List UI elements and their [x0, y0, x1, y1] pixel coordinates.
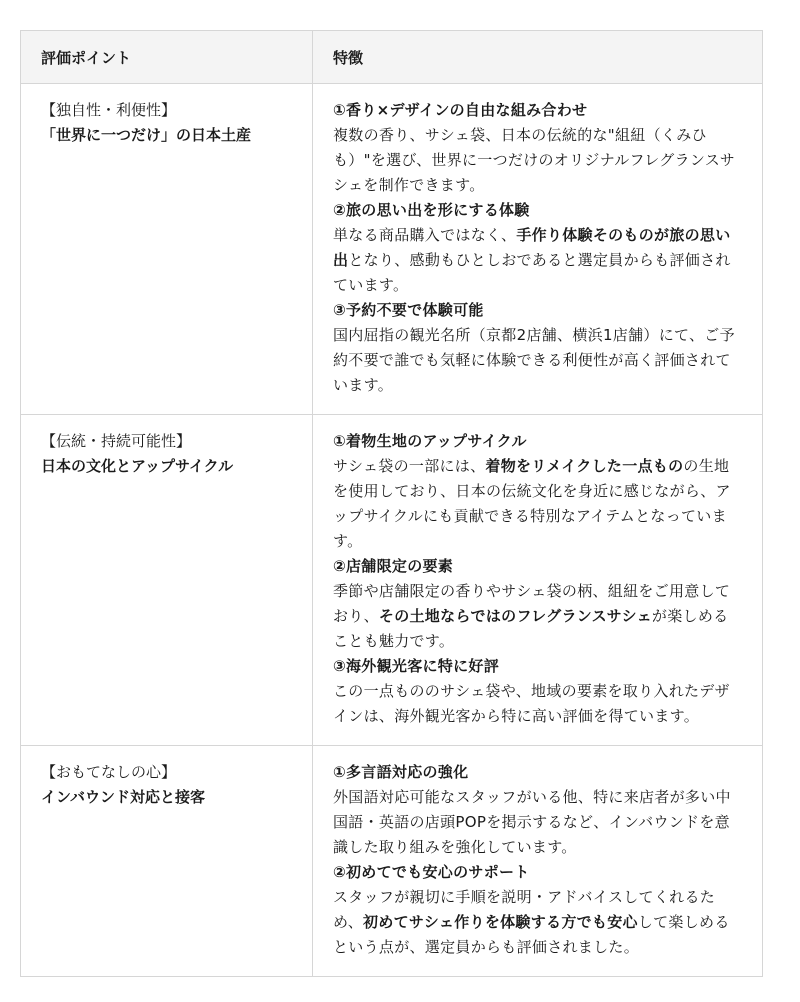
feature-title: ③予約不要で体験可能	[333, 301, 484, 319]
features-cell	[313, 746, 763, 977]
feature-text: となり、感動もひとしおであると選定員からも評価されています。	[333, 251, 731, 294]
features-cell	[313, 84, 763, 415]
table-row	[21, 415, 763, 746]
table-header-row	[21, 31, 763, 84]
table-row	[21, 746, 763, 977]
feature-title: ①着物生地のアップサイクル	[333, 432, 527, 450]
point-title: 「世界に一つだけ」の日本土産	[41, 126, 252, 144]
evaluation-table	[20, 30, 763, 977]
point-category-tag: 【おもてなしの心】	[41, 763, 177, 781]
feature-text: の生地を使用しており、日本の伝統文化を身近に感じながら、アップサイクルにも貢献できる特別なアイテムとなっています。	[333, 457, 731, 550]
feature-text: スタッフが親切に手順を説明・アドバイスしてくれるため、	[333, 888, 716, 931]
feature-text: サシェ袋の一部には、	[333, 457, 486, 475]
feature-highlight: 初めてサシェ作りを体験する方でも安心	[363, 913, 638, 931]
feature-description	[333, 885, 738, 960]
feature-description	[333, 223, 738, 298]
table-row	[21, 84, 763, 415]
feature-title: ③海外観光客に特に好評	[333, 657, 500, 675]
feature-text: 季節や店舗限定の香りやサシェ袋の柄、組紐をご用意しており、	[333, 582, 731, 625]
header-features: 特徴	[313, 31, 763, 84]
feature-text: が楽しめることも魅力です。	[333, 607, 729, 650]
feature-title: ①多言語対応の強化	[333, 763, 469, 781]
feature-title: ②旅の思い出を形にする体験	[333, 201, 530, 219]
feature-description	[333, 579, 738, 654]
feature-highlight: 手作り体験そのものが旅の思い出	[333, 226, 731, 269]
feature-description	[333, 454, 738, 554]
feature-highlight: その土地ならではのフレグランスサシェ	[378, 607, 652, 625]
point-title: 日本の文化とアップサイクル	[41, 457, 234, 475]
feature-title: ②初めてでも安心のサポート	[333, 863, 530, 881]
evaluation-point-cell	[21, 746, 313, 977]
point-title: インバウンド対応と接客	[41, 788, 205, 806]
table-body	[21, 84, 763, 977]
feature-description	[333, 123, 738, 198]
point-category-tag: 【独自性・利便性】	[41, 101, 177, 119]
feature-title: ②店舗限定の要素	[333, 557, 454, 575]
evaluation-point-cell	[21, 415, 313, 746]
header-evaluation-point: 評価ポイント	[21, 31, 313, 84]
evaluation-table-container	[20, 30, 762, 977]
feature-description	[333, 679, 738, 729]
feature-description	[333, 785, 738, 860]
feature-text: 外国語対応可能なスタッフがいる他、特に来店者が多い中国語・英語の店頭POPを掲示するなど、インバウンドを意識した取り組みを強化しています。	[333, 788, 731, 856]
feature-text: して楽しめるという点が、選定員からも評価されました。	[333, 913, 730, 956]
feature-description	[333, 323, 738, 398]
feature-title: ①香り×デザインの自由な組み合わせ	[333, 101, 588, 119]
feature-text: 国内屈指の観光名所（京都2店舗、横浜1店舗）にて、ご予約不要で誰でも気軽に体験できる利便性が高く評価されています。	[333, 326, 735, 394]
feature-text: 複数の香り、サシェ袋、日本の伝統的な"組紐（くみひも）"を選び、世界に一つだけのオリジナルフレグランスサシェを制作できます。	[333, 126, 736, 194]
feature-highlight: 着物をリメイクした一点もの	[485, 457, 684, 475]
features-cell	[313, 415, 763, 746]
feature-text: この一点もののサシェ袋や、地域の要素を取り入れたデザインは、海外観光客から特に高い評価を得ています。	[333, 682, 730, 725]
point-category-tag: 【伝統・持続可能性】	[41, 432, 192, 450]
evaluation-point-cell	[21, 84, 313, 415]
feature-text: 単なる商品購入ではなく、	[333, 226, 517, 244]
